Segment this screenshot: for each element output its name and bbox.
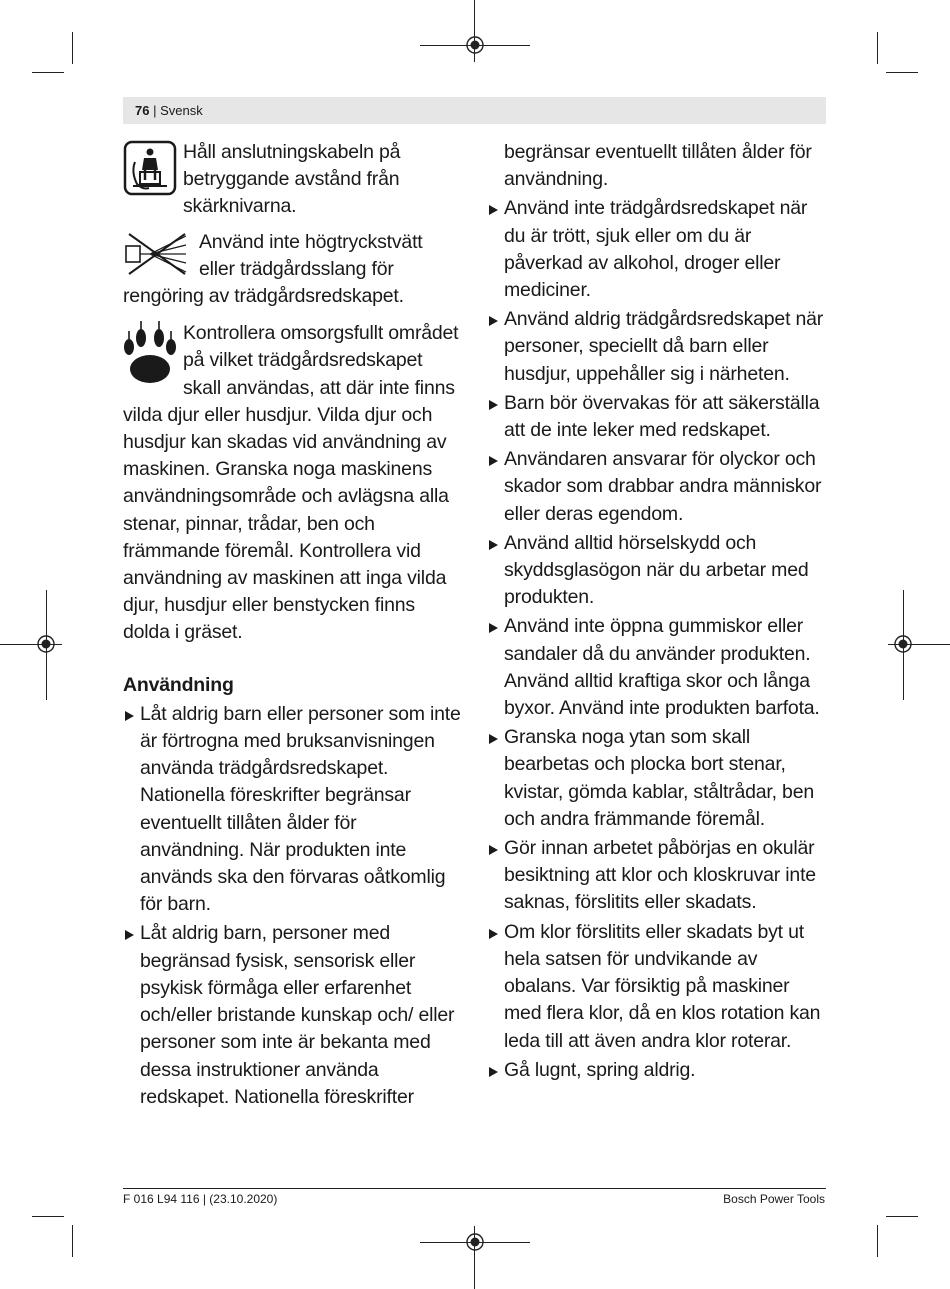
crop-mark [32,72,64,73]
list-item: Låt aldrig barn eller personer som inte är förtrogna med bruksanvisningen använda trädgårdsredskapet. Nationella föreskrifter begränsar eventuellt tillåten ålder för användning. När produkten inte används ska den förvaras oåtkomlig för barn. [123,701,463,919]
registration-mark-icon [893,634,913,654]
crop-mark [32,1216,64,1217]
crop-mark [886,1216,918,1217]
list-item: Barn bör övervakas för att säkerställa att de inte leker med redskapet. [487,390,832,444]
registration-mark-icon [465,35,485,55]
safety-note-text: Kontrollera omsorgsfullt området på vilket trädgårdsredskapet skall användas, att där inte finns vilda djur eller husdjur. Vilda djur och husdjur kan skadas vid användning av maskinen. Granska noga maskinens användningsområde och avlägsna alla stenar, pinnar, trådar, ben och främmande föremål. Kontrollera vid användning av maskinen att inga vilda djur, husdjur eller benstycken finns dolda i gräset. [123,322,459,644]
list-item: Låt aldrig barn, personer med begränsad fysisk, sensorisk eller psykisk förmåga eller erfarenhet och/eller bristande kunskap och/ eller personer som inte är bekanta med dessa instruktioner använda redskapet. Nationella föreskrifter [123,920,463,1110]
registration-mark-icon [36,634,56,654]
list-item: Använd aldrig trädgårdsredskapet när personer, speciellt då barn eller husdjur, uppehåller sig i närheten. [487,306,832,388]
section-heading: Användning [123,673,234,696]
list-item: Gå lugnt, spring aldrig. [487,1057,832,1084]
safety-note-animals [123,320,463,646]
page-header [123,97,826,124]
crop-mark [72,32,73,64]
bullet-list [123,701,463,1111]
safety-note-text: Håll anslutningskabeln på betryggande avstånd från skärknivarna. [183,141,401,218]
cable-keep-away-icon [123,140,177,196]
crop-mark [886,72,918,73]
left-column [123,139,463,1113]
crop-mark [877,1225,878,1257]
safety-note-text: Använd inte högtryckstvätt eller trädgårdsslang för rengöring av trädgårdsredskapet. [123,230,423,308]
crop-mark [72,1225,73,1257]
header-text [135,103,203,118]
bullet-list [487,195,832,1084]
registration-mark-icon [465,1232,485,1252]
no-pressure-washer-icon [123,230,193,278]
list-item: Gör innan arbetet påbörjas en okulär besiktning att klor och kloskruvar inte saknas, förslitits eller skadats. [487,835,832,917]
list-item: Granska noga ytan som skall bearbetas och plocka bort stenar, kvistar, gömda kablar, ståltrådar, ben och andra främmande föremål. [487,724,832,833]
footer-doc-code: F 016 L94 116 | (23.10.2020) [123,1192,278,1206]
crop-mark [877,32,878,64]
list-item: Användaren ansvarar för olyckor och skador som drabbar andra människor eller deras egendom. [487,446,832,528]
right-column [487,139,832,1086]
paw-print-icon [123,321,177,385]
list-item: Använd inte trädgårdsredskapet när du är trött, sjuk eller om du är påverkad av alkohol, droger eller mediciner. [487,195,832,304]
safety-note-washer [123,229,463,311]
header-separator: | [149,103,161,118]
page-number: 76 [135,103,150,118]
list-item: Använd alltid hörselskydd och skyddsglasögon när du arbetar med produkten. [487,530,832,612]
footer-brand: Bosch Power Tools [723,1192,825,1206]
list-item: Använd inte öppna gummiskor eller sandaler då du använder produkten. Använd alltid kraftiga skor och långa byxor. Använd inte produkten barfota. [487,613,832,722]
footer-divider [123,1188,826,1189]
list-item: Om klor förslitits eller skadats byt ut hela satsen för undvikande av obalans. Var försiktig på maskiner med flera klor, då en klos rotation kan leda till att även andra klor roterar. [487,919,832,1055]
safety-note-cable [123,139,463,221]
continuation-text: begränsar eventuellt tillåten ålder för användning. [504,141,812,191]
language-label: Svensk [160,103,203,118]
